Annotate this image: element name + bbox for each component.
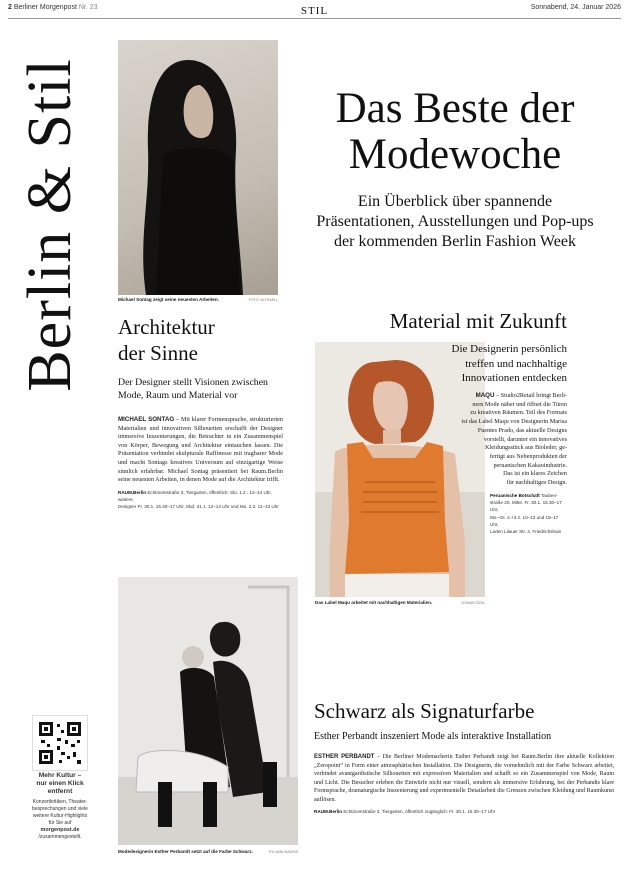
qr-url-path: /zusammengestellt. [38,834,82,840]
article2-deck-line3: Innovationen entdecken [461,372,567,384]
main-subtitle-line3: der kommenden Berlin Fashion Week [334,233,576,250]
article1-info [118,489,283,510]
article3-info [314,808,614,815]
article1-info-label: RAUM.Berlin [118,489,147,495]
article3-body [314,753,614,804]
qr-text-line2: besprechungen und viele [32,806,88,812]
article1-info-line1: Echtinomstraße 3, Tiergarten, öffentlich: Sbi. 1.2.: 12–14 Uhr, weitere [118,489,272,502]
photo2-caption: Das Label Maqu arbeitet mit nachhaltigen Materialien. [315,600,433,605]
article2-deck [440,342,567,386]
photo1-credit: FOTO: ALTHAELL [248,298,278,302]
article2-line: Fuentes Prado, das aktuelle Designs [477,426,567,434]
qr-text-line4: für Sie auf [48,820,72,826]
qr-graphic [33,716,87,770]
photo-michael-sontag [118,40,278,295]
qr-text-line3: weitere Kultur-Highlights [32,813,88,819]
portrait-illustration [118,40,278,295]
photo3-caption: Modedesignerin Esther Perbandt setzt auf die Farbe Schwarz. [118,849,253,854]
article2-info-line: straße 20, Mitte. Fr. 30.1. 15.30–17 Uhr, [490,500,562,513]
article3-info-text: Echtinomstraße 3, Tiergarten, öffentlich zugänglich: Fr. 30.1. 15.30–17 Uhr [342,809,496,814]
article2-line: – Studio2Retail bringt Berli- [494,392,567,399]
article1-body-text: – Mit klarer Formensprache, strukturierten Materialien und innovativen Silhouetten erschafft der Designer immersive Inszenierungen, die Betrachter in ein Zusammenspiel von Körper, Bewegung und Architektur eintauchen lassen. Die Präsentation verbindet skulpturale Raffinesse mit tragbarer Mode und macht Sontags kreatives Universum auf einzigartige Weise sinnlich erfahrbar. Michael Sontag präsentiert bei Raum.Berlin seine neuesten Arbeiten, in denen Mode auf die Architektur trifft. [118,416,283,484]
article3-deck: Esther Perbandt inszeniert Mode als interaktive Installation [314,731,552,742]
article2-line: ist das Label Maqu von Designerin Marisa [461,418,567,426]
article2-line: vorstellt, darunter ein innovatives [483,435,567,443]
publication-name: Berliner Morgenpost [13,4,77,11]
header-rule [8,18,621,19]
qr-text-line1: Konzertkritiken, Theater- [32,799,88,805]
issue-number: Nr. 23 [78,4,98,11]
article3 [314,698,614,815]
qr-promo [22,772,98,841]
article2-line: peruanischen Kakaoindustrie. [493,461,567,469]
main-headline-block [290,86,620,252]
qr-url[interactable]: morgenpost.de [40,827,80,833]
article3-body-text: – Die Berliner Modemacherin Esther Perbandt zeigt bei Raum.Berlin ihre aktuelle Kollektion „Zeropoint“ in Form einer atmosphärischen Installation. Die Designerin, die vornehmlich mit der Farbe Schwarz arbeitet, verbindet avantgardistische Silhouetten mit expressiven Materialien und schafft so ein Zusammenspiel von Mode, Raum und Licht. Die Besucher erleben die Entwürfe nicht nur visuell, sondern als immersive Erfahrung, bei der Perbandts klare Formsprache, dramaturgische Inszenierung und experimentelle Detailarbeit die Grenzen zwischen Kleidung und Raumkunst auflösen. [314,754,614,803]
article1-deck-line1: Der Designer stellt Visionen zwischen [118,377,268,388]
article1-title-line2: der Sinne [118,341,198,365]
article2-deck-line2: treffen und nachhaltige [465,357,567,370]
article1-body [118,416,283,485]
main-subtitle-line2: Präsentationen, Ausstellungen und Pop-ups [316,213,594,230]
article2-info [490,492,567,535]
article2-info-line: Laden Lilauer Str. 4, Friedrichshain [490,529,562,535]
article2-line: Das ist ein klares Zeichen [503,470,567,478]
main-title-line1: Das Beste der [335,85,575,132]
article2-info-label: Peruanische Botschaft [490,493,540,498]
article2-author: MAQU [475,392,495,399]
qr-title-line3: entfernt [47,788,73,795]
article3-author: ESTHER PERBANDT [314,754,375,760]
article1-title-line1: Architektur [118,315,215,339]
article1-author: MICHAEL SONTAG [118,416,175,423]
section-label: STIL [300,5,329,17]
article2-line: fertigt aus Nebenprodukten der [489,452,567,460]
main-title-line2: Modewoche [348,131,562,178]
article3-title: Schwarz als Signaturfarbe [314,699,535,723]
article1 [118,314,283,510]
article2-line: zu kreativen Räumen. Teil des Formats [470,409,567,417]
main-subtitle-line1: Ein Überblick über spannende [357,193,553,210]
photo-esther-perbandt [118,577,298,845]
article2-info-line: Tauben- [539,493,558,498]
article2-deck-line1: Die Designerin persönlich [451,343,567,355]
article3-info-label: RAUM.Berlin [314,809,343,814]
qr-title-line2: nur einen Klick [36,780,84,787]
vertical-section-title [10,40,90,410]
page-number: 2 [8,4,12,11]
photo3-credit: SYLVANI MAKRIS [268,850,298,854]
photo1-caption: Michael Sontag zeigt seine neuesten Arbeiten. [118,297,219,302]
header-date: Sonnabend, 24. Januar 2026 [530,4,621,11]
vertical-title-text: Berlin & Stil [16,58,84,392]
article2-line: nern Mode näher und öffnet die Türen [472,400,567,408]
models-illustration [118,577,298,845]
qr-title-line1: Mehr Kultur – [38,772,82,779]
article2-body [452,392,567,488]
qr-code-icon[interactable] [32,715,88,771]
photo2-credit: OSMAN ÖZKL [461,601,485,605]
article2-info-line: Mo.–Di. 2.+3.2. 10–13 und 15–17 Uhr, [490,514,559,527]
article2-line: Kleidungsstück aus Bioleder, ge- [485,444,567,452]
article2-title: Material mit Zukunft [389,309,567,333]
article1-info-line2: Designer Fr. 30.1. 15.30–17 Uhr, Sbd. 31.1. 12–14 Uhr und Mo. 2.2. 11–13 Uhr [118,503,279,509]
article1-deck-line2: Mode, Raum und Material vor [118,390,238,401]
article2-line: für nachhaltiges Design. [506,479,567,487]
